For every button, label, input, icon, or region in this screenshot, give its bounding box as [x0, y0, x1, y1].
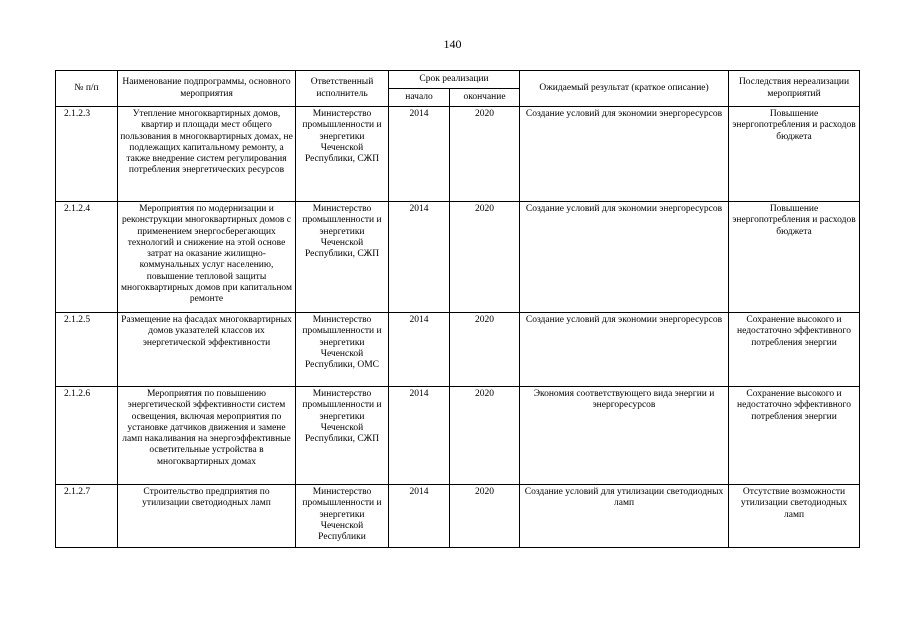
header-start: начало [389, 89, 450, 107]
row-consequences: Отсутствие возможности утилизации светодиодных ламп [729, 485, 860, 548]
table-row [56, 107, 860, 202]
row-executor: Министерство промышленности и энергетики Чеченской Республики [296, 485, 389, 548]
row-start: 2014 [389, 387, 450, 485]
row-end: 2020 [450, 313, 520, 387]
row-num: 2.1.2.6 [56, 387, 118, 485]
row-end: 2020 [450, 485, 520, 548]
row-executor: Министерство промышленности и энергетики Чеченской Республики, СЖП [296, 107, 389, 202]
row-start: 2014 [389, 202, 450, 313]
row-executor: Министерство промышленности и энергетики Чеченской Республики, СЖП [296, 387, 389, 485]
header-result: Ожидаемый результат (краткое описание) [520, 71, 729, 107]
row-consequences: Повышение энергопотребления и расходов бюджета [729, 107, 860, 202]
header-consequences: Последствия нереализации мероприятий [729, 71, 860, 107]
row-num: 2.1.2.4 [56, 202, 118, 313]
row-executor: Министерство промышленности и энергетики Чеченской Республики, ОМС [296, 313, 389, 387]
row-num: 2.1.2.7 [56, 485, 118, 548]
row-num: 2.1.2.5 [56, 313, 118, 387]
row-result: Создание условий для экономии энергоресурсов [520, 107, 729, 202]
row-consequences: Сохранение высокого и недостаточно эффективного потребления энергии [729, 313, 860, 387]
row-end: 2020 [450, 387, 520, 485]
table-row [56, 313, 860, 387]
row-consequences: Повышение энергопотребления и расходов бюджета [729, 202, 860, 313]
header-period: Срок реализации [389, 71, 520, 89]
row-start: 2014 [389, 313, 450, 387]
row-name: Мероприятия по повышению энергетической эффективности систем освещения, включая мероприятия по установке датчиков движения и замене ламп накаливания на энергоэффективные осветительные устройства в многоквартирных домах [118, 387, 296, 485]
header-row [56, 71, 860, 89]
header-end: окончание [450, 89, 520, 107]
table-row [56, 202, 860, 313]
row-result: Создание условий для экономии энергоресурсов [520, 202, 729, 313]
row-start: 2014 [389, 485, 450, 548]
row-result: Создание условий для экономии энергоресурсов [520, 313, 729, 387]
table-row [56, 485, 860, 548]
row-end: 2020 [450, 202, 520, 313]
row-start: 2014 [389, 107, 450, 202]
header-num: № п/п [56, 71, 118, 107]
row-name: Размещение на фасадах многоквартирных домов указателей классов их энергетической эффективности [118, 313, 296, 387]
row-end: 2020 [450, 107, 520, 202]
row-result: Создание условий для утилизации светодиодных ламп [520, 485, 729, 548]
measures-table [55, 70, 860, 548]
row-name: Мероприятия по модернизации и реконструкции многоквартирных домов с применением энергосберегающих технологий и снижение на этой основе затрат на оказание жилищно-коммунальных услуг населению, повышение тепловой защиты многоквартирных домов при капитальном ремонте [118, 202, 296, 313]
page-number: 140 [443, 37, 462, 51]
row-executor: Министерство промышленности и энергетики Чеченской Республики, СЖП [296, 202, 389, 313]
header-executor: Ответственный исполнитель [296, 71, 389, 107]
table-row [56, 387, 860, 485]
header-name: Наименование подпрограммы, основного мероприятия [118, 71, 296, 107]
row-name: Строительство предприятия по утилизации светодиодных ламп [118, 485, 296, 548]
row-name: Утепление многоквартирных домов, квартир и площади мест общего пользования в многоквартирных домах, не подлежащих капитальному ремонту, а также внедрение систем регулирования потребления энергетических ресурсов [118, 107, 296, 202]
row-consequences: Сохранение высокого и недостаточно эффективного потребления энергии [729, 387, 860, 485]
row-result: Экономия соответствующего вида энергии и энергоресурсов [520, 387, 729, 485]
row-num: 2.1.2.3 [56, 107, 118, 202]
